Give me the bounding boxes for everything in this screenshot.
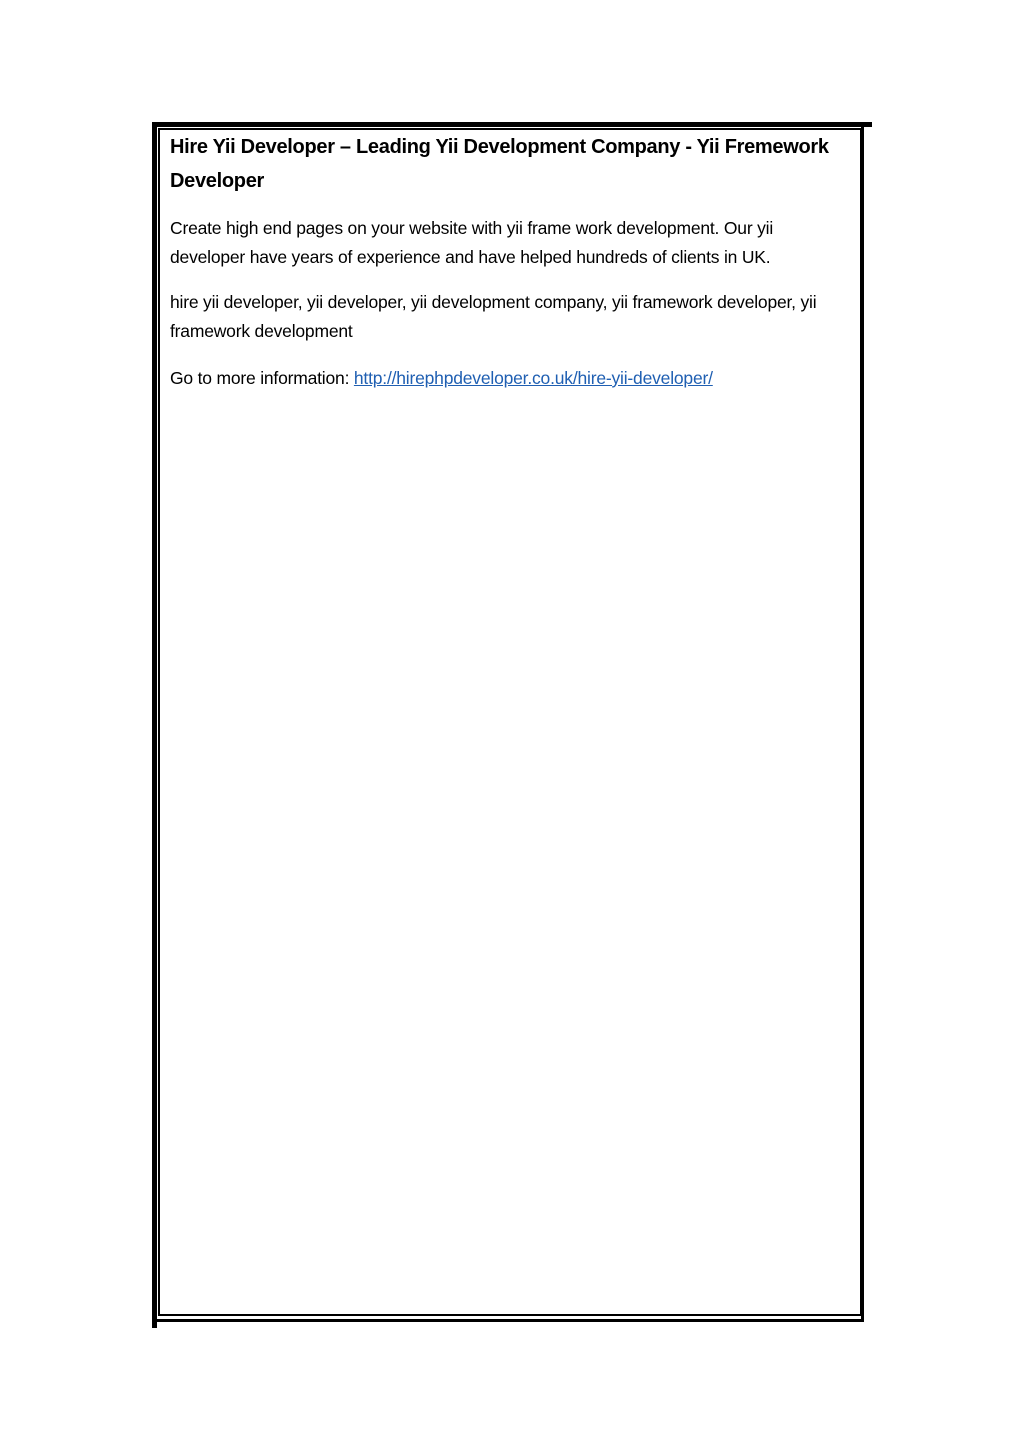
more-info-label: Go to more information: — [170, 368, 354, 388]
more-info-link[interactable]: http://hirephpdeveloper.co.uk/hire-yii-developer/ — [353, 368, 713, 388]
more-info-paragraph — [170, 364, 850, 393]
frame-corner-mark — [862, 122, 872, 127]
frame-corner-mark — [152, 1318, 157, 1328]
document-title: Hire Yii Developer – Leading Yii Development Company - Yii Fremework Developer — [170, 136, 829, 192]
document-body — [170, 130, 850, 393]
keywords-paragraph: hire yii developer, yii developer, yii development company, yii framework developer, yii framework development — [170, 292, 817, 341]
description-paragraph: Create high end pages on your website with yii frame work development. Our yii developer have years of experience and have helped hundreds of clients in UK. — [170, 218, 774, 267]
